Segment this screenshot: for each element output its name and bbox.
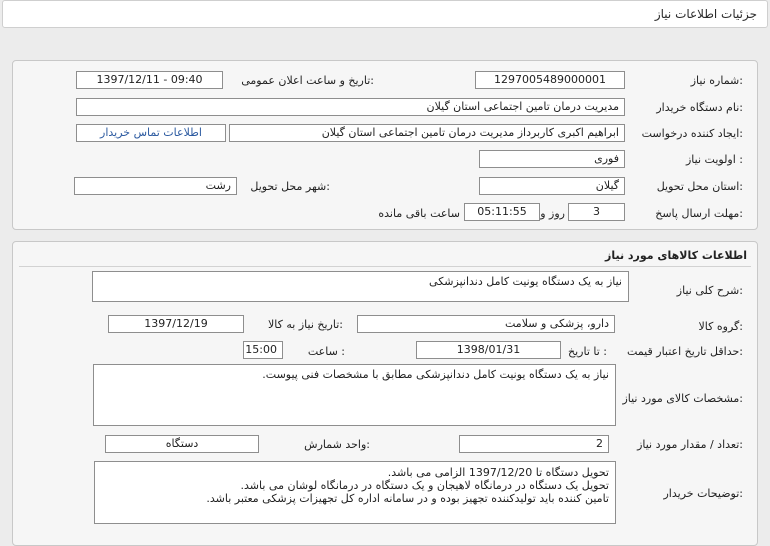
- summary-field[interactable]: نیاز به یک دستگاه یونیت کامل دندانپزشکی: [92, 271, 629, 302]
- summary-label: شرح کلی نیاز:: [676, 284, 743, 297]
- notes-field[interactable]: [94, 461, 616, 524]
- validity-label: حداقل تاریخ اعتبار قیمت:: [627, 345, 743, 358]
- unit-field[interactable]: دستگاه: [105, 435, 259, 453]
- notes-line-3: تامین کننده باید تولیدکننده تجهیز بوده و در سامانه اداره کل تجهیزات پزشکی معتبر باشد.: [206, 492, 609, 505]
- announce-date-label: تاریخ و ساعت اعلان عمومی:: [241, 74, 374, 87]
- unit-label: واحد شمارش:: [304, 438, 370, 451]
- creator-label: ایجاد کننده درخواست:: [641, 127, 743, 140]
- priority-field[interactable]: فوری: [479, 150, 625, 168]
- need-date-label: تاریخ نیاز به کالا:: [268, 318, 343, 331]
- section-divider: [19, 266, 751, 267]
- announce-date-field[interactable]: [76, 71, 223, 89]
- deadline-label: مهلت ارسال پاسخ:: [655, 207, 743, 220]
- buyer-contact-link[interactable]: اطلاعات تماس خریدار: [76, 124, 226, 142]
- need-info-panel: [12, 60, 758, 230]
- province-field[interactable]: گیلان: [479, 177, 625, 195]
- city-label: شهر محل تحویل:: [250, 180, 330, 193]
- remaining-word: ساعت باقی مانده: [378, 207, 460, 220]
- notes-line-2: تحویل یک دستگاه در درمانگاه لاهیجان و یک دستگاه در درمانگاه لوشان می باشد.: [240, 479, 609, 492]
- deadline-days-field[interactable]: 3: [568, 203, 625, 221]
- province-label: استان محل تحویل:: [656, 180, 743, 193]
- notes-line-1: تحویل دستگاه تا 1397/12/20 الزامی می باشد.: [387, 466, 609, 479]
- need-number-field[interactable]: 1297005489000001: [475, 71, 625, 89]
- spec-field[interactable]: نیاز به یک دستگاه یونیت کامل دندانپزشکی مطابق با مشخصات فنی پیوست.: [93, 364, 616, 426]
- group-label: گروه کالا:: [698, 320, 743, 333]
- to-date-field[interactable]: 1398/01/31: [416, 341, 561, 359]
- group-field[interactable]: دارو، پزشکی و سلامت: [357, 315, 615, 333]
- city-field[interactable]: رشت: [74, 177, 237, 195]
- page-title: جزئیات اطلاعات نیاز: [654, 7, 757, 21]
- goods-section-title: اطلاعات کالاهای مورد نیاز: [605, 249, 747, 262]
- to-date-label: تا تاریخ :: [568, 345, 607, 358]
- spec-label: مشخصات کالای مورد نیاز:: [622, 392, 743, 405]
- goods-info-panel: [12, 241, 758, 546]
- page-header: [2, 0, 768, 28]
- priority-label: اولویت نیاز :: [685, 153, 743, 166]
- deadline-time-field[interactable]: 05:11:55: [464, 203, 540, 221]
- creator-field[interactable]: ابراهیم اکبری کاربرداز مدیریت درمان تامین اجتماعی استان گیلان: [229, 124, 625, 142]
- quantity-label: تعداد / مقدار مورد نیاز:: [637, 438, 743, 451]
- notes-label: توضیحات خریدار:: [663, 487, 743, 500]
- buyer-field[interactable]: مدیریت درمان تامین اجتماعی استان گیلان: [76, 98, 625, 116]
- announce-date-value: 1397/12/11 - 09:40: [96, 73, 203, 86]
- need-number-label: شماره نیاز:: [690, 74, 743, 87]
- hour-label: ساعت :: [307, 345, 345, 358]
- days-word: روز و: [540, 207, 565, 220]
- quantity-field[interactable]: 2: [459, 435, 609, 453]
- hour-field[interactable]: 15:00: [243, 341, 283, 359]
- buyer-label: نام دستگاه خریدار:: [656, 101, 743, 114]
- need-date-field[interactable]: 1397/12/19: [108, 315, 244, 333]
